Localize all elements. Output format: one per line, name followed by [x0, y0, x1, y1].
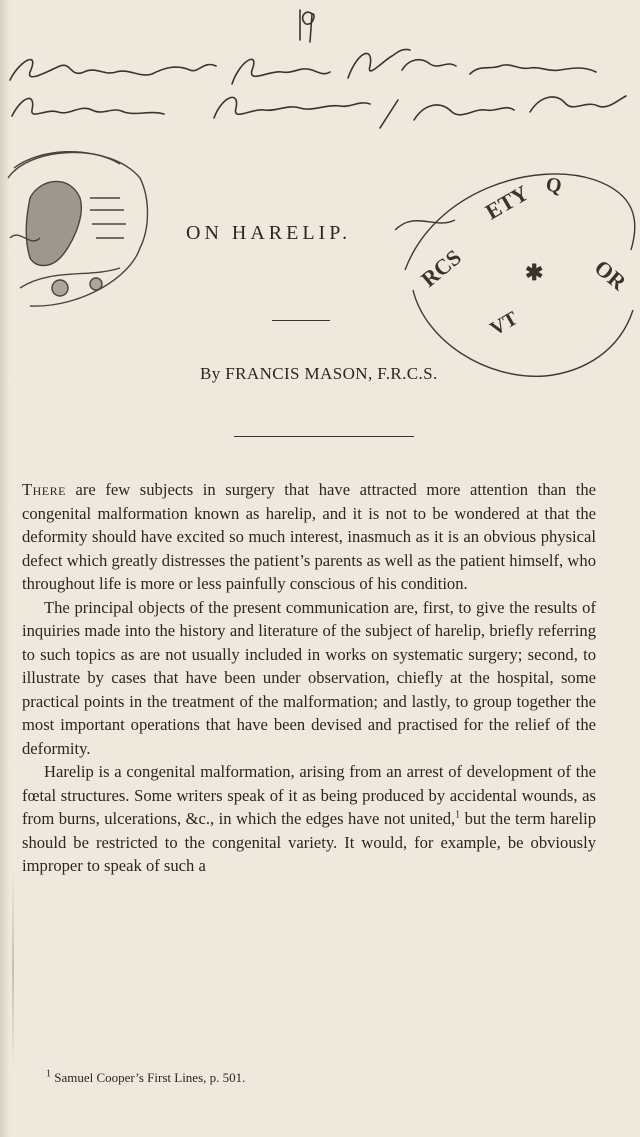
footnote: [46, 1070, 606, 1086]
footnote-reference: 1: [455, 809, 461, 821]
svg-text:Q: Q: [544, 173, 564, 198]
svg-text:OR: OR: [589, 254, 632, 296]
paragraph-3-text-b: but the term harelip should be restricted to the congenital variety. It would, for example, be obviously improper to speak of such a: [22, 809, 596, 875]
handwritten-inscription: [0, 0, 640, 150]
svg-text:VT: VT: [486, 307, 522, 341]
author-name: FRANCIS MASON, F.R.C.S.: [225, 364, 438, 383]
handwriting-transcription: [0, 0, 1, 1]
footnote-marker: 1: [46, 1068, 51, 1080]
header-divider: [234, 436, 414, 437]
page-mark: [0, 0, 1, 1]
byline: [200, 364, 438, 384]
paragraph-2: The principal objects of the present communication are, first, to give the results of inquiries made into the history and literature of the subject of harelip, briefly referring to such topics as are not usually included in works on systematic surgery; second, to illustrate by cases that have been under observation, chiefly at the hospital, some practical points in the treatment of the malformation; and lastly, to group together the most important operations that have been devised and practised for the relief of the deformity.: [22, 597, 596, 758]
footnote-text: Samuel Cooper’s First Lines, p. 501.: [54, 1070, 246, 1085]
paragraph-3: [22, 760, 596, 878]
article-body: [22, 478, 596, 878]
svg-text:✱: ✱: [525, 260, 544, 285]
paragraph-3-text-a: Harelip is a congenital malformation, arising from an arrest of development of the fœtal structures. Some writers speak of it as being produced by accidental wounds, as from burns, ulcerations, &c., in which the edges have not united,: [22, 762, 596, 828]
library-stamp-left: [0, 138, 160, 318]
society-stamp-right: [395, 150, 640, 390]
svg-text:RCS: RCS: [416, 244, 466, 292]
svg-text:ETY: ETY: [481, 180, 533, 225]
title-divider: [272, 320, 330, 321]
article-title: ON HARELIP.: [186, 222, 352, 244]
paragraph-1: [22, 478, 596, 596]
margin-pencil-mark: [12, 870, 14, 1070]
byline-prefix: By: [200, 364, 221, 383]
lead-word: There: [22, 480, 66, 499]
paragraph-1-text: are few subjects in surgery that have attracted more attention than the congenital malformation known as harelip, and it is not to be wondered at that the deformity should have excited so much interest, inasmuch as it is an obvious physical defect which greatly distresses the patient’s parents as well as the patient himself, who throughout life is more or less painfully conscious of his condition.: [22, 480, 596, 593]
